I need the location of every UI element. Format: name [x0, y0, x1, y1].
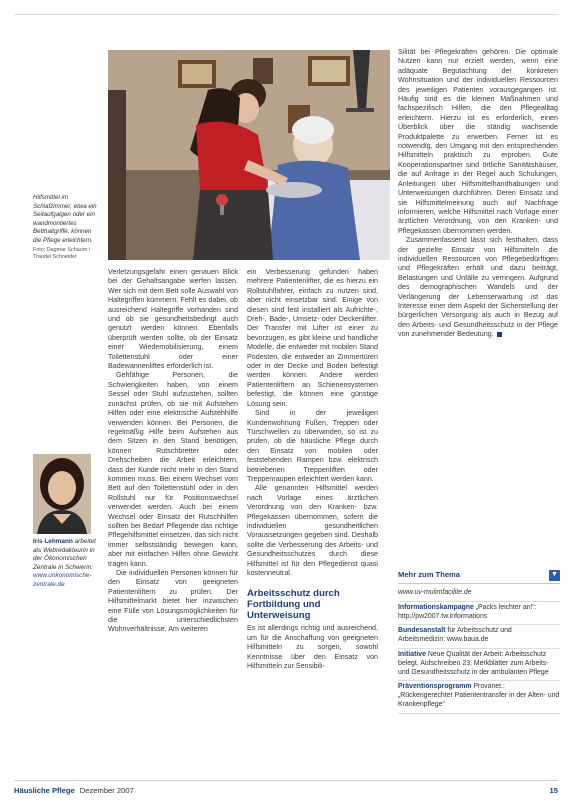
box-entry-text: „Packs leichter an!“: http://pw2007.tw.informations: [398, 603, 537, 620]
box-entry-label: Initiative: [398, 650, 426, 658]
box-entry-label: Informationskampagne: [398, 603, 474, 611]
box-entry-label: Präventionsprogramm: [398, 683, 472, 691]
paragraph: Verletzungsgefahr einen genauen Blick bei der Gehaltsangabe werfen lassen. Wer sich mit dem Bett solle Auswahl von Haltegriffen kümmern. Fehlt es dabei, ob ausreichend Haltegriffe vorhanden sind und ob sie gesundheitsbedingt auch genutzt werden können. Ebenfalls überprüft werden sollte, ob der Einsatz einer Wiedemobilisierung, einem Toilettenstuhl oder einer Badewannenliftes erforderlich ist.: [108, 268, 238, 371]
box-entry-text: für Arbeitsschutz und Arbeitsmedizin: www.baua.de: [398, 627, 512, 644]
author-name: Iris Lehmann: [33, 538, 73, 545]
paragraph: Alle genannten Hilfsmittel werden nach Vorlage eines ärztlichen Verordnung von den Kranken- bzw. Pflegekassen übernommen, sofern die individuellen gesundheitlichen Voraussetzungen gegeben sind. Deshalb sollte die Verbesserung des Arbeits- und Gesundheitsschutzes durch diese Hilfsmittel ist für den Pflegedienst quasi kostenneutral.: [247, 484, 378, 577]
paragraph: Die individuellen Personen können für den Einsatz von geeigneten Patientenliftern zu prüfen. Der Hilfsmittelmarkt bietet hier inzwischen eine Fülle von Lösungsmöglichkeiten für die unterschiedlichsten Wohnverhältnisse. Am weiteren: [108, 569, 238, 634]
author-bio: arbeitet als Webredakteurin in der Ökonomischen Zentrale in Schwerin:: [33, 538, 96, 571]
paragraph: [398, 236, 558, 339]
author-portrait: [33, 454, 91, 534]
page-number: 15: [549, 785, 558, 795]
magazine-name: Häusliche Pflege: [14, 785, 75, 795]
box-entry[interactable]: [398, 587, 560, 602]
paragraph: Silität bei Pflegekräften gehören. Die optimale Nutzen kann nur erzielt werden, wenn eine adäquate Begutachtung der konkreten Wohnsituation und der individuellen Ressourcen des jeweiligen Patienten vorausgegangen ist. Häufig sind es die kleinen Maßnahmen und fachspezifisch Hilfen, die den Pflegealltag erleichtern. Hierzu ist es erforderlich, einen Überblick über die ständig wachsende Produktpalette zu erwerben. Ferner ist es notwendig, den Umgang mit den entsprechenden Hilfsmitteln praktisch zu erproben. Gute Kooperationspartner sind örtliche Sanitätshäuser, die auf Anfrage in der Regel auch Schulungen, Anleitungen über Hilfsmittelhandhabungen und Unterweisungen durchführen. Deren Einsatz und sie Hilfsmittelmeinung auch auf Nachfrage informieren, welche Hilfsmittel nach Vorlage einer ärztlichen Verordnung, von den Kranken- und Pflegekassen übernommen werden.: [398, 48, 558, 235]
box-entry[interactable]: [398, 625, 560, 649]
end-mark-icon: [497, 332, 502, 337]
box-entry-text: Neue Qualität der Arbeit: Arbeitsschutz belegt. Aufschreiben 23, Merkblätter zum Arbeits- und Gesundheitsschutz in der ambulanten Pflege: [398, 650, 549, 676]
box-entry-text: www.uv-mulimfacilite.de: [398, 589, 472, 596]
box-entry-text: Provanet.: „Rückengerechter Patiententransfer in der Alten- und Krankenpflege“: [398, 683, 560, 708]
box-entry[interactable]: [398, 649, 560, 681]
box-entry[interactable]: [398, 602, 560, 626]
box-title: Mehr zum Thema: [398, 570, 461, 580]
paragraph: Es ist allerdings richtig und ausreichend, um für die Anschaffung von geeigneten Hilfsmitteln zu sorgen, sowohl Kenntnisse über den Einsatz von Hilfsmitteln zur Sensibili-: [247, 624, 378, 671]
paragraph: Gehfähige Personen, die Schwierigkeiten haben, von einem Sessel oder Stuhl aufzustehen, sollten zunächst prüfen, ob sie mit Aufstehen Hilfen oder eine elektrische Aufstehhilfe verwenden können. Bei Personen, die regelmäßig Hilfe beim Aufstehen aus dem Sitzen in den Stand benötigen, können Rutschbretter oder Drehscheiben die Arbeit erleichtern, dass der Kunde nicht mehr in den Stand kommen muss. Bei einem Wechsel vom Bett auf den Toilettenstuhl oder in den Rollstuhl nur für Positionswechsel verwendet werden. Auch bei einem Wechsel oder Einsatz der Rutschhilfen sollten bei Bedarf Pflegende das richtige Pflegehilfsmittel einsetzen, das sich nicht immer selbstständig bewegen kann, aber mit einfachen Hilfen ohne Gewicht tragen kann.: [108, 371, 238, 568]
box-entry-label: Bundesanstalt: [398, 627, 446, 635]
author-info: [33, 538, 99, 590]
paragraph: ein Verbesserung gefunden haben mehrere Patientenlifter, die es hierzu ein Rollstuhlfahrer, einfach zu nutzen sind, aber nicht einsetzbar sind. Einige von diesen sind fest installiert als Aufrichte-, Dreh-, Bade-, Umsetz- oder Deckenlifter. Der Transfer mit Lifter ist einer zu bevorzugen, es gibt kleine und handliche Modelle, die entweder mit mobilen Stand Podesten, die entweder an Zimmertüren oder in der Decke und Boden befestigt werden können. Andere werden Patientenliftern an Schienensystemen befestigt, die können eine günstige Lösung sein.: [247, 268, 378, 408]
article-photo: [108, 50, 390, 260]
arrow-down-icon: ▼: [549, 570, 560, 581]
top-rule: [14, 14, 558, 15]
article-column-1: [108, 268, 238, 635]
article-column-3: [398, 48, 558, 340]
box-entry[interactable]: [398, 681, 560, 713]
issue-date: Dezember 2007: [79, 785, 134, 795]
photo-caption-block: [33, 194, 101, 261]
article-column-2: [247, 268, 378, 671]
box-header: [398, 570, 560, 584]
more-on-topic-box: [398, 570, 560, 714]
page-footer: [14, 780, 558, 799]
section-heading: Arbeitsschutz durch Fortbildung und Unterweisung: [247, 588, 340, 622]
paragraph-text: Zusammenfassend lässt sich festhalten, dass der gezielte Einsatz von Hilfsmitteln die individuellen Ressourcen von Pflegebedürftigen und Pflegekräften erhält und dazu beiträgt, Belastungen und Unfälle zu verringern. Aufgrund des demographischen Wandels und der Verlängerung der Lebenserwartung ist das Interesse einer dem Aspekt der Sicherstellung der bürgerlichen Versorgung als auch in Bezug auf den Arbeits- und Gesundheitsschutz in der Pflege von zunehmender Bedeutung.: [398, 236, 558, 339]
photo-caption: Hilfsmittel im Schlafzimmer, etwa ein Seitaufgalgen oder ein wandmontiertes Betthaltgriffe, können die Pflege erleichtern.: [33, 194, 97, 244]
author-website-link[interactable]: www.unkonomische-zentrale.de: [33, 572, 92, 588]
paragraph: Sind in der jeweiligen Kundenwohnung Fußen, Treppen oder Türschwellen zu überwinden, so ist zu prüfen, ob die häusliche Pflege durch den Einsatz von mobilen oder feststehenden Rampen bzw. elektrisch betriebenen Treppenliften oder Treppenraupen erleichtert werden kann.: [247, 409, 378, 483]
photo-credit: Foto: Dagmar Schaum / Traudel Schneider: [33, 246, 91, 260]
